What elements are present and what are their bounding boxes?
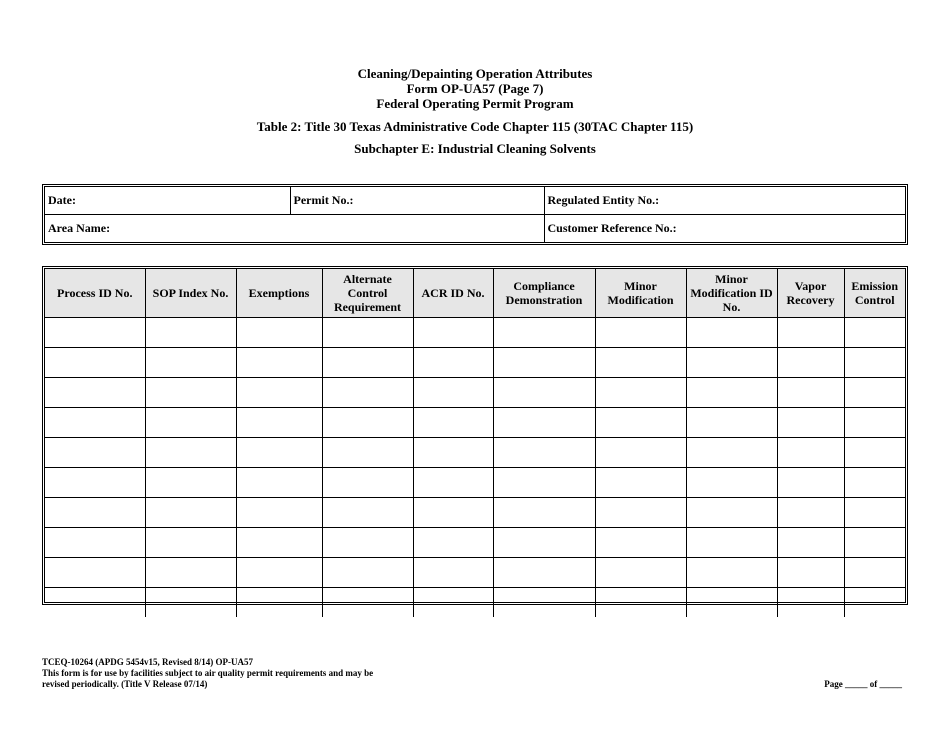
table-cell[interactable] [844,318,905,348]
form-header [0,66,950,111]
table-row [45,348,905,378]
regulated-entity-field[interactable]: Regulated Entity No.: [544,187,905,215]
column-header: Vapor Recovery [777,269,844,318]
table-cell[interactable] [493,498,595,528]
table-cell[interactable] [844,408,905,438]
table-cell[interactable] [322,588,413,618]
table-cell[interactable] [844,468,905,498]
footer-note-line1: This form is for use by facilities subject to air quality permit requirements and may be [42,668,374,678]
table-cell[interactable] [844,528,905,558]
table-header-row [45,269,905,318]
table-cell[interactable] [493,438,595,468]
subchapter-title: Subchapter E: Industrial Cleaning Solvents [354,141,596,156]
table-cell[interactable] [493,348,595,378]
permit-number-field[interactable]: Permit No.: [290,187,544,215]
table-cell[interactable] [413,528,493,558]
table-cell[interactable] [45,558,145,588]
column-header: SOP Index No. [145,269,236,318]
date-field[interactable]: Date: [45,187,290,215]
table-cell[interactable] [844,438,905,468]
table-cell[interactable] [45,348,145,378]
table-row [45,498,905,528]
table-cell[interactable] [145,408,236,438]
table-row [45,588,905,618]
table-cell[interactable] [844,498,905,528]
table-cell[interactable] [844,348,905,378]
table-cell[interactable] [236,438,322,468]
table-cell[interactable] [145,468,236,498]
table-cell[interactable] [145,588,236,618]
table-cell[interactable] [413,438,493,468]
column-header: Process ID No. [45,269,145,318]
table-cell[interactable] [413,318,493,348]
table-cell[interactable] [595,588,686,618]
table-cell[interactable] [322,348,413,378]
table-cell[interactable] [322,318,413,348]
table-cell[interactable] [686,348,777,378]
table-row [45,438,905,468]
table-row [45,558,905,588]
table-cell[interactable] [686,378,777,408]
customer-reference-field[interactable]: Customer Reference No.: [544,215,905,243]
table-cell[interactable] [236,558,322,588]
table-cell[interactable] [595,438,686,468]
table-title: Table 2: Title 30 Texas Administrative Code Chapter 115 (30TAC Chapter 115) [256,119,694,134]
form-title: Cleaning/Depainting Operation Attributes [357,66,593,81]
table-cell[interactable] [777,558,844,588]
table-cell[interactable] [145,438,236,468]
table-cell[interactable] [236,498,322,528]
table-cell[interactable] [322,468,413,498]
table-cell[interactable] [493,318,595,348]
table-cell[interactable] [413,378,493,408]
attributes-table [42,266,908,605]
table-cell[interactable] [777,528,844,558]
table-cell[interactable] [777,468,844,498]
table-cell[interactable] [777,498,844,528]
table-cell[interactable] [322,498,413,528]
table-cell[interactable] [145,378,236,408]
column-header: ACR ID No. [413,269,493,318]
column-header: Exemptions [236,269,322,318]
table-cell[interactable] [322,408,413,438]
table-cell[interactable] [413,588,493,618]
table-cell[interactable] [236,468,322,498]
table-cell[interactable] [236,378,322,408]
footer-note-line2: revised periodically. (Title V Release 07/14) [42,679,208,689]
table-cell[interactable] [322,438,413,468]
table-cell[interactable] [413,348,493,378]
table-cell[interactable] [322,558,413,588]
table-cell[interactable] [595,378,686,408]
table-cell[interactable] [493,378,595,408]
program-name: Federal Operating Permit Program [376,96,574,111]
table-cell[interactable] [686,528,777,558]
area-name-field[interactable]: Area Name: [45,215,544,243]
table-cell[interactable] [493,408,595,438]
table-cell[interactable] [322,378,413,408]
table-row [45,468,905,498]
table-row [45,528,905,558]
table-cell[interactable] [595,318,686,348]
table-cell[interactable] [686,468,777,498]
footer-form-id: TCEQ-10264 (APDG 5454v15, Revised 8/14) OP-UA57 [42,657,253,667]
table-cell[interactable] [493,558,595,588]
table-cell[interactable] [236,408,322,438]
table-cell[interactable] [686,438,777,468]
table-row [45,378,905,408]
table-cell[interactable] [45,378,145,408]
table-cell[interactable] [145,318,236,348]
table-cell[interactable] [145,498,236,528]
table-cell[interactable] [595,528,686,558]
table-cell[interactable] [595,348,686,378]
table-cell[interactable] [777,408,844,438]
form-footer [42,657,373,690]
page-number[interactable]: Page _____ of _____ [824,679,902,689]
table-cell[interactable] [493,528,595,558]
table-cell[interactable] [777,318,844,348]
table-cell[interactable] [413,468,493,498]
table-cell[interactable] [413,558,493,588]
table-cell[interactable] [595,498,686,528]
table-cell[interactable] [777,348,844,378]
table-cell[interactable] [145,558,236,588]
table-cell[interactable] [413,408,493,438]
table-cell[interactable] [236,318,322,348]
table-cell[interactable] [236,528,322,558]
table-cell[interactable] [45,468,145,498]
column-header: Emission Control [844,269,905,318]
table-cell[interactable] [686,558,777,588]
info-box [42,184,908,245]
column-header: Minor Modification [595,269,686,318]
table-cell[interactable] [145,528,236,558]
table-cell[interactable] [686,318,777,348]
table-cell[interactable] [236,588,322,618]
column-header: Minor Modification ID No. [686,269,777,318]
table-row [45,318,905,348]
column-header: Alternate Control Requirement [322,269,413,318]
table-cell[interactable] [145,348,236,378]
table-row [45,408,905,438]
table-cell[interactable] [844,378,905,408]
table-cell[interactable] [686,498,777,528]
table-cell[interactable] [45,528,145,558]
table-cell[interactable] [45,438,145,468]
table-cell[interactable] [413,498,493,528]
table-cell[interactable] [322,528,413,558]
form-number: Form OP-UA57 (Page 7) [406,81,544,96]
table-cell[interactable] [45,588,145,618]
table-cell[interactable] [686,588,777,618]
table-cell[interactable] [45,318,145,348]
table-cell[interactable] [844,558,905,588]
table-cell[interactable] [493,588,595,618]
table-cell[interactable] [844,588,905,618]
table-cell[interactable] [493,468,595,498]
table-cell[interactable] [45,408,145,438]
table-cell[interactable] [595,468,686,498]
table-cell[interactable] [595,408,686,438]
table-cell[interactable] [777,588,844,618]
table-cell[interactable] [45,498,145,528]
column-header: Compliance Demonstration [493,269,595,318]
table-cell[interactable] [236,348,322,378]
table-cell[interactable] [777,438,844,468]
table-cell[interactable] [777,378,844,408]
table-cell[interactable] [686,408,777,438]
table-cell[interactable] [595,558,686,588]
